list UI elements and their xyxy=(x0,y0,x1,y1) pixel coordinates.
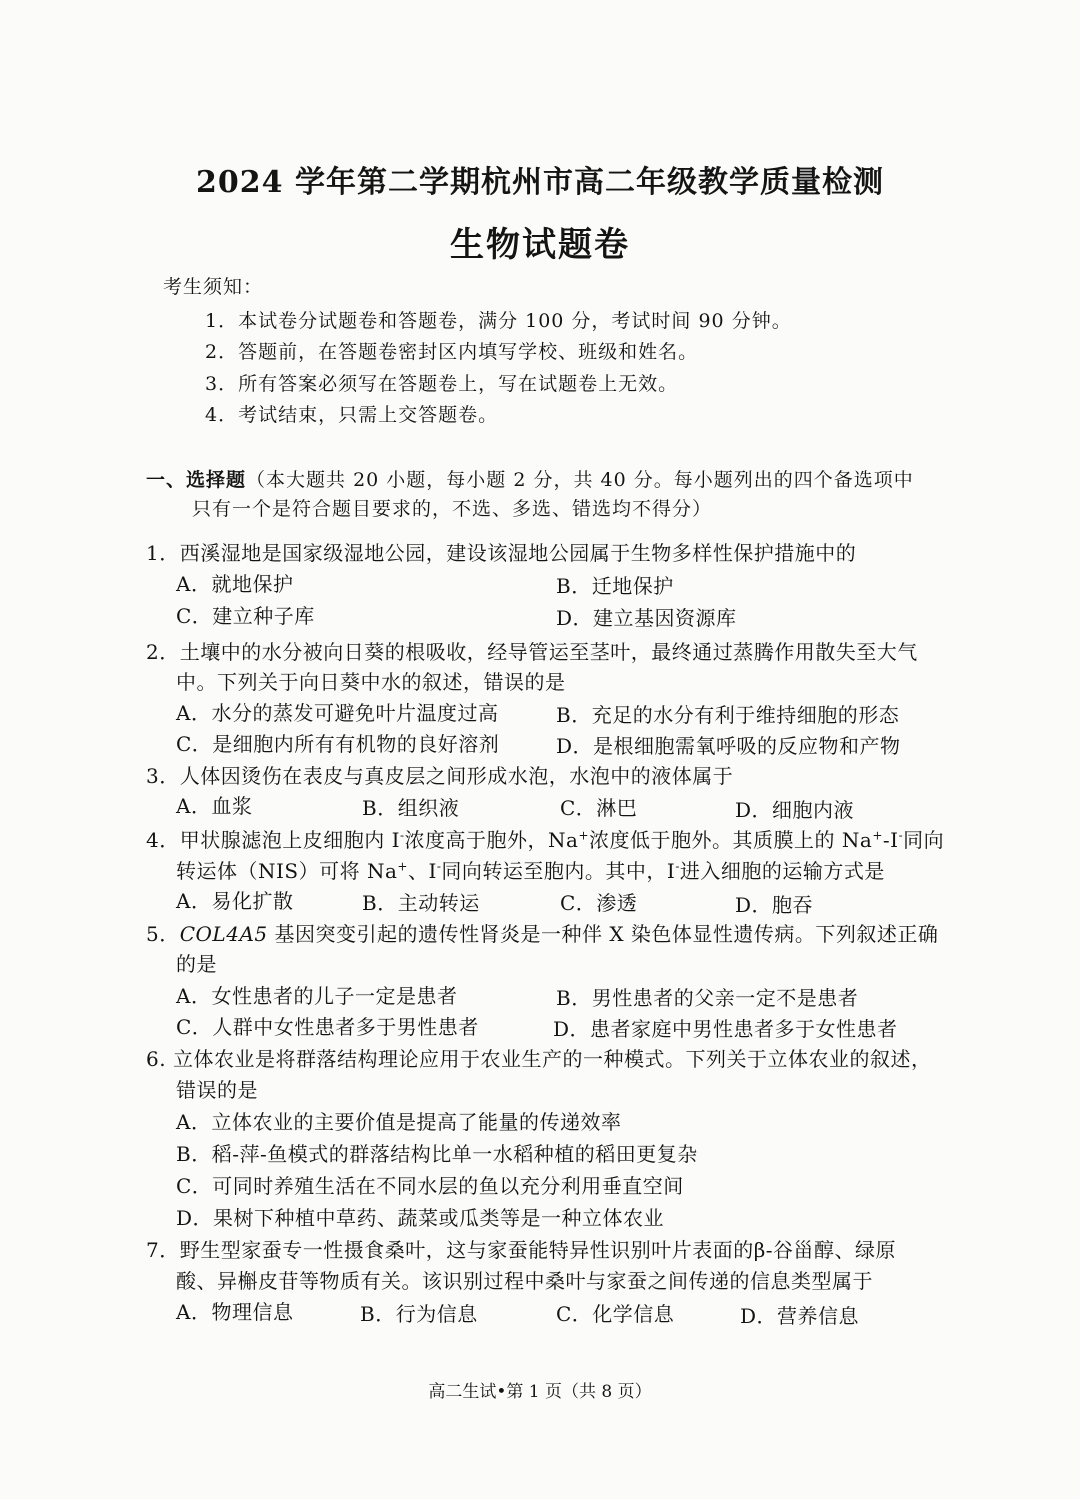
exam-title: 2024 学年第二学期杭州市高二年级教学质量检测 xyxy=(196,165,884,200)
notice-item: 1．本试卷分试题卷和答题卷，满分 100 分，考试时间 90 分钟。 xyxy=(205,310,792,332)
notice-item: 3．所有答案必须写在答题卷上，写在试题卷上无效。 xyxy=(205,373,679,395)
option: C．化学信息 xyxy=(556,1302,675,1326)
option: C．人群中女性患者多于男性患者 xyxy=(176,1015,479,1039)
gene-name: COL4A5 xyxy=(179,922,268,946)
question-stem: 1．西溪湿地是国家级湿地公园，建设该湿地公园属于生物多样性保护措施中的 xyxy=(146,541,857,565)
option: D．患者家庭中男性患者多于女性患者 xyxy=(553,1017,898,1041)
option: C．淋巴 xyxy=(560,796,638,820)
question-stem: 4．甲状腺滤泡上皮细胞内 I-浓度高于胞外，Na+浓度低于胞外。其质膜上的 Na+-I-同向 xyxy=(146,828,945,852)
option: A．血浆 xyxy=(176,794,253,818)
question-stem: 6. 立体农业是将群落结构理论应用于农业生产的一种模式。下列关于立体农业的叙述， xyxy=(146,1047,932,1071)
option: C．建立种子库 xyxy=(176,604,315,628)
option: C．是细胞内所有有机物的良好溶剂 xyxy=(176,732,500,756)
exam-subtitle: 生物试题卷 xyxy=(450,225,630,265)
option: A．物理信息 xyxy=(176,1300,294,1324)
question-stem-2: 的是 xyxy=(176,952,217,976)
option: B．稻-萍-鱼模式的群落结构比单一水稻种植的稻田更复杂 xyxy=(176,1142,698,1166)
option: D．果树下种植中草药、蔬菜或瓜类等是一种立体农业 xyxy=(176,1206,665,1230)
question-stem: 5．COL4A5 基因突变引起的遗传性肾炎是一种伴 X 染色体显性遗传病。下列叙述正确 xyxy=(146,922,939,946)
option: A．就地保护 xyxy=(176,572,294,596)
question-stem-2: 酸、异槲皮苷等物质有关。该识别过程中桑叶与家蚕之间传递的信息类型属于 xyxy=(176,1269,873,1293)
section-prefix: 一、 xyxy=(146,469,187,491)
option: B．主动转运 xyxy=(362,891,480,915)
option: C．可同时养殖生活在不同水层的鱼以充分利用垂直空间 xyxy=(176,1174,684,1198)
question-stem-2: 中。下列关于向日葵中水的叙述，错误的是 xyxy=(176,670,566,694)
question-stem-2: 转运体（NIS）可将 Na+、I-同向转运至胞内。其中，I-进入细胞的运输方式是 xyxy=(176,859,885,883)
option: A．易化扩散 xyxy=(176,889,294,913)
section-name: 选择题 xyxy=(186,469,247,491)
notice-item: 4．考试结束，只需上交答题卷。 xyxy=(205,404,499,426)
option: B．男性患者的父亲一定不是患者 xyxy=(556,986,859,1010)
question-stem: 3．人体因烫伤在表皮与真皮层之间形成水泡，水泡中的液体属于 xyxy=(146,764,734,788)
option: B．组织液 xyxy=(362,796,460,820)
question-stem: 7．野生型家蚕专一性摄食桑叶，这与家蚕能特异性识别叶片表面的β-谷甾醇、绿原 xyxy=(146,1238,897,1262)
section-heading xyxy=(146,465,914,492)
option: D．胞吞 xyxy=(735,893,814,917)
option: D．营养信息 xyxy=(740,1304,860,1328)
page-footer: 高二生试•第 1 页（共 8 页） xyxy=(428,1382,652,1402)
section-desc-2: 只有一个是符合题目要求的，不选、多选、错选均不得分） xyxy=(192,498,713,520)
notice-item: 2．答题前，在答题卷密封区内填写学校、班级和姓名。 xyxy=(205,341,699,363)
notice-heading: 考生须知： xyxy=(163,276,264,298)
option: C．渗透 xyxy=(560,891,638,915)
option: D．是根细胞需氧呼吸的反应物和产物 xyxy=(556,734,901,758)
option: B．行为信息 xyxy=(360,1302,478,1326)
section-desc: （本大题共 20 小题，每小题 2 分，共 40 分。每小题列出的四个备选项中 xyxy=(246,469,914,491)
option: B．迁地保护 xyxy=(556,574,674,598)
option: D．建立基因资源库 xyxy=(556,606,737,630)
option: B．充足的水分有利于维持细胞的形态 xyxy=(556,703,900,727)
question-stem: 2．土壤中的水分被向日葵的根吸收，经导管运至茎叶，最终通过蒸腾作用散失至大气 xyxy=(146,640,918,664)
option: A．立体农业的主要价值是提高了能量的传递效率 xyxy=(176,1110,622,1134)
option: A．女性患者的儿子一定是患者 xyxy=(176,984,458,1008)
option: D．细胞内液 xyxy=(735,798,855,822)
question-stem-2: 错误的是 xyxy=(176,1078,258,1102)
option: A．水分的蒸发可避免叶片温度过高 xyxy=(176,701,499,725)
